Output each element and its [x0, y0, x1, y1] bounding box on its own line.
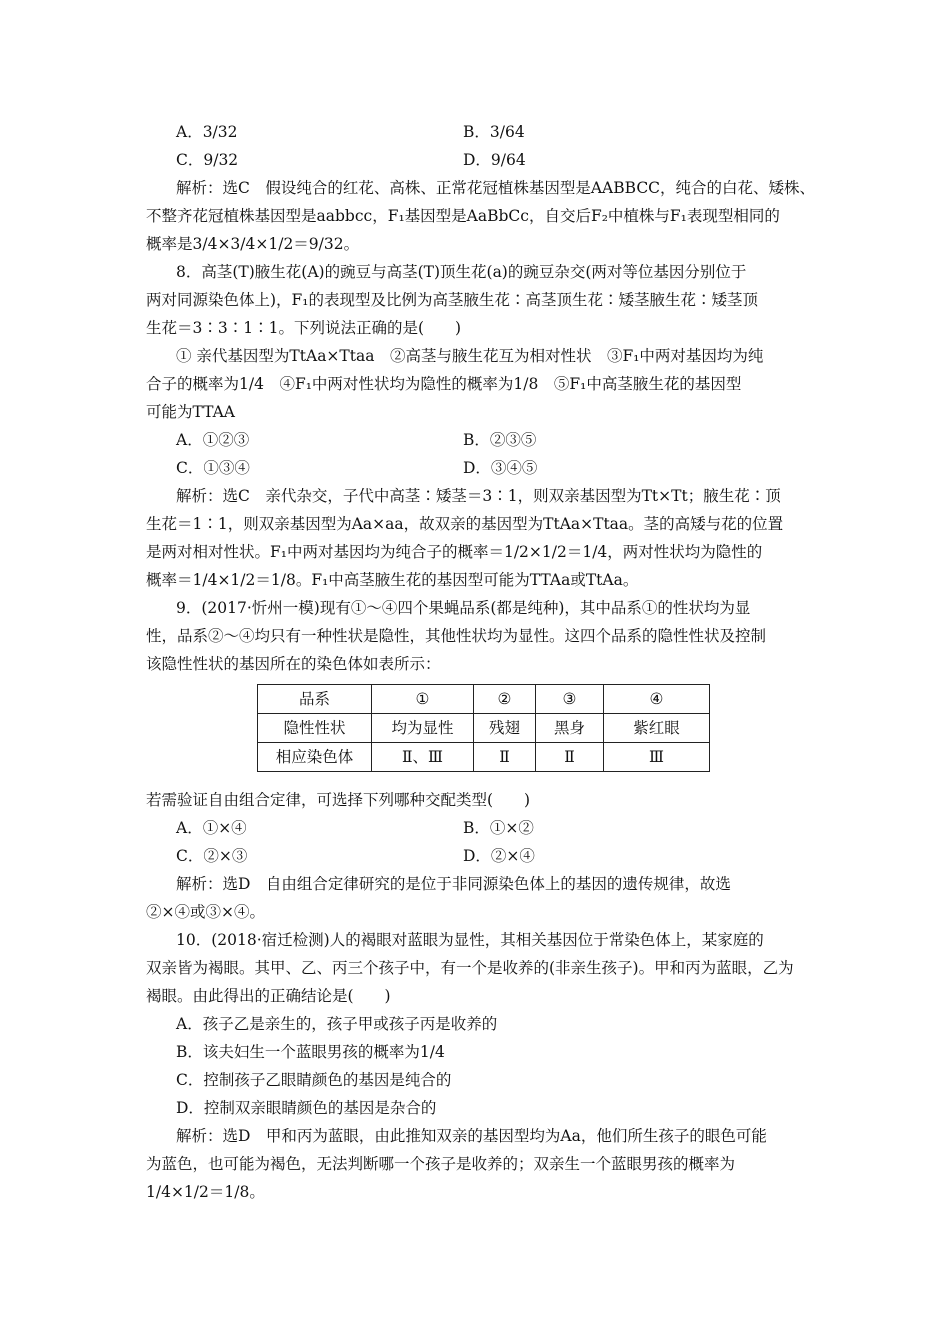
q10-option-b[interactable]: B．该夫妇生一个蓝眼男孩的概率为1/4 [176, 1043, 445, 1061]
table-row [258, 743, 710, 772]
table-cell: 紫红眼 [604, 714, 710, 743]
table-row [258, 714, 710, 743]
q9-stem-line: 9．(2017·忻州一模)现有①～④四个果蝇品系(都是纯种)，其中品系①的性状均为显 [176, 599, 751, 617]
q8-analysis-line: 是两对相对性状。F₁中两对基因均为纯合子的概率＝1/2×1/2＝1/4，两对性状均为隐性的 [146, 543, 763, 561]
q8-options-row-1 [146, 426, 806, 454]
q9-stem-line: 该隐性性状的基因所在的染色体如表所示： [146, 655, 441, 673]
q7-option-c[interactable]: C．9/32 [176, 151, 239, 169]
table-row [258, 685, 710, 714]
fruit-fly-strain-table [257, 684, 710, 772]
q8-option-c[interactable]: C．①③④ [176, 459, 250, 477]
q9-option-d[interactable]: D．②×④ [463, 847, 535, 865]
q8-analysis-line: 概率＝1/4×1/2＝1/8。F₁中高茎腋生花的基因型可能为TTAa或TtAa。 [146, 571, 639, 589]
table-cell: Ⅱ、Ⅲ [372, 743, 474, 772]
table-cell: ② [474, 685, 536, 714]
q7-analysis-line: 不整齐花冠植株基因型是aabbcc，F₁基因型是AaBbCc，自交后F₂中植株与F₁表现型相同的 [146, 207, 780, 225]
q10-analysis-line: 解析：选D 甲和丙为蓝眼，由此推知双亲的基因型均为Aa，他们所生孩子的眼色可能 [176, 1127, 767, 1145]
q8-analysis-line: 生花＝1∶1，则双亲基因型为Aa×aa，故双亲的基因型为TtAa×Ttaa。茎的高矮与花的位置 [146, 515, 784, 533]
q9-option-c[interactable]: C．②×③ [176, 847, 248, 865]
q9-option-b[interactable]: B．①×② [463, 819, 534, 837]
document-page [146, 118, 816, 1206]
q9-analysis-line: ②×④或③×④。 [146, 903, 265, 921]
q7-analysis-line: 解析：选C 假设纯合的红花、高株、正常花冠植株基因型是AABBCC，纯合的白花、矮株、 [176, 179, 816, 197]
q10-analysis-line: 1/4×1/2＝1/8。 [146, 1183, 265, 1201]
q10-option-c[interactable]: C．控制孩子乙眼睛颜色的基因是纯合的 [176, 1071, 452, 1089]
q7-option-a[interactable]: A．3/32 [176, 123, 238, 141]
table-cell: Ⅱ [536, 743, 604, 772]
table-cell: 隐性性状 [258, 714, 372, 743]
table-cell: ① [372, 685, 474, 714]
q7-option-b[interactable]: B．3/64 [463, 123, 525, 141]
table-cell: ④ [604, 685, 710, 714]
q7-option-d[interactable]: D．9/64 [463, 151, 526, 169]
q9-stem-line: 性，品系②～④均只有一种性状是隐性，其他性状均为显性。这四个品系的隐性性状及控制 [146, 627, 767, 645]
table-cell: 相应染色体 [258, 743, 372, 772]
q8-option-b[interactable]: B．②③⑤ [463, 431, 537, 449]
q7-options-row-2 [146, 146, 806, 174]
q10-stem-line: 褐眼。由此得出的正确结论是( ) [146, 987, 391, 1005]
q9-option-a[interactable]: A．①×④ [176, 819, 247, 837]
table-cell: 黑身 [536, 714, 604, 743]
q9-analysis-line: 解析：选D 自由组合定律研究的是位于非同源染色体上的基因的遗传规律，故选 [176, 875, 731, 893]
q9-options-row-2 [146, 842, 806, 870]
q9-options-row-1 [146, 814, 806, 842]
q8-stem-line: 生花＝3∶3∶1∶1。下列说法正确的是( ) [146, 319, 462, 337]
q10-analysis-line: 为蓝色，也可能为褐色，无法判断哪一个孩子是收养的；双亲生一个蓝眼男孩的概率为 [146, 1155, 736, 1173]
q9-question: 若需验证自由组合定律，可选择下列哪种交配类型( ) [146, 791, 531, 809]
table-cell: 均为显性 [372, 714, 474, 743]
q10-option-a[interactable]: A．孩子乙是亲生的，孩子甲或孩子丙是收养的 [176, 1015, 498, 1033]
table-cell: 残翅 [474, 714, 536, 743]
q8-statement-line: ① 亲代基因型为TtAa×Ttaa ②高茎与腋生花互为相对性状 ③F₁中两对基因均为纯 [176, 347, 764, 365]
q8-stem-line: 两对同源染色体上)，F₁的表现型及比例为高茎腋生花∶高茎顶生花∶矮茎腋生花∶矮茎顶 [146, 291, 759, 309]
q8-option-d[interactable]: D．③④⑤ [463, 459, 538, 477]
table-cell: Ⅲ [604, 743, 710, 772]
q10-option-d[interactable]: D．控制双亲眼睛颜色的基因是杂合的 [176, 1099, 437, 1117]
table-cell: Ⅱ [474, 743, 536, 772]
q7-analysis-line: 概率是3/4×3/4×1/2＝9/32。 [146, 235, 360, 253]
table-cell: ③ [536, 685, 604, 714]
q8-statement-line: 合子的概率为1/4 ④F₁中两对性状均为隐性的概率为1/8 ⑤F₁中高茎腋生花的基因型 [146, 375, 742, 393]
q8-statement-line: 可能为TTAA [146, 403, 236, 421]
q8-analysis-line: 解析：选C 亲代杂交，子代中高茎∶矮茎＝3∶1，则双亲基因型为Tt×Tt；腋生花∶顶 [176, 487, 781, 505]
q10-stem-line: 10．(2018·宿迁检测)人的褐眼对蓝眼为显性，其相关基因位于常染色体上，某家庭的 [176, 931, 764, 949]
table-cell: 品系 [258, 685, 372, 714]
q10-stem-line: 双亲皆为褐眼。其甲、乙、丙三个孩子中，有一个是收养的(非亲生孩子)。甲和丙为蓝眼，乙为 [146, 959, 794, 977]
q8-stem-line: 8．高茎(T)腋生花(A)的豌豆与高茎(T)顶生花(a)的豌豆杂交(两对等位基因分别位于 [176, 263, 747, 281]
q8-options-row-2 [146, 454, 806, 482]
q8-option-a[interactable]: A．①②③ [176, 431, 250, 449]
q7-options-row-1 [146, 118, 806, 146]
